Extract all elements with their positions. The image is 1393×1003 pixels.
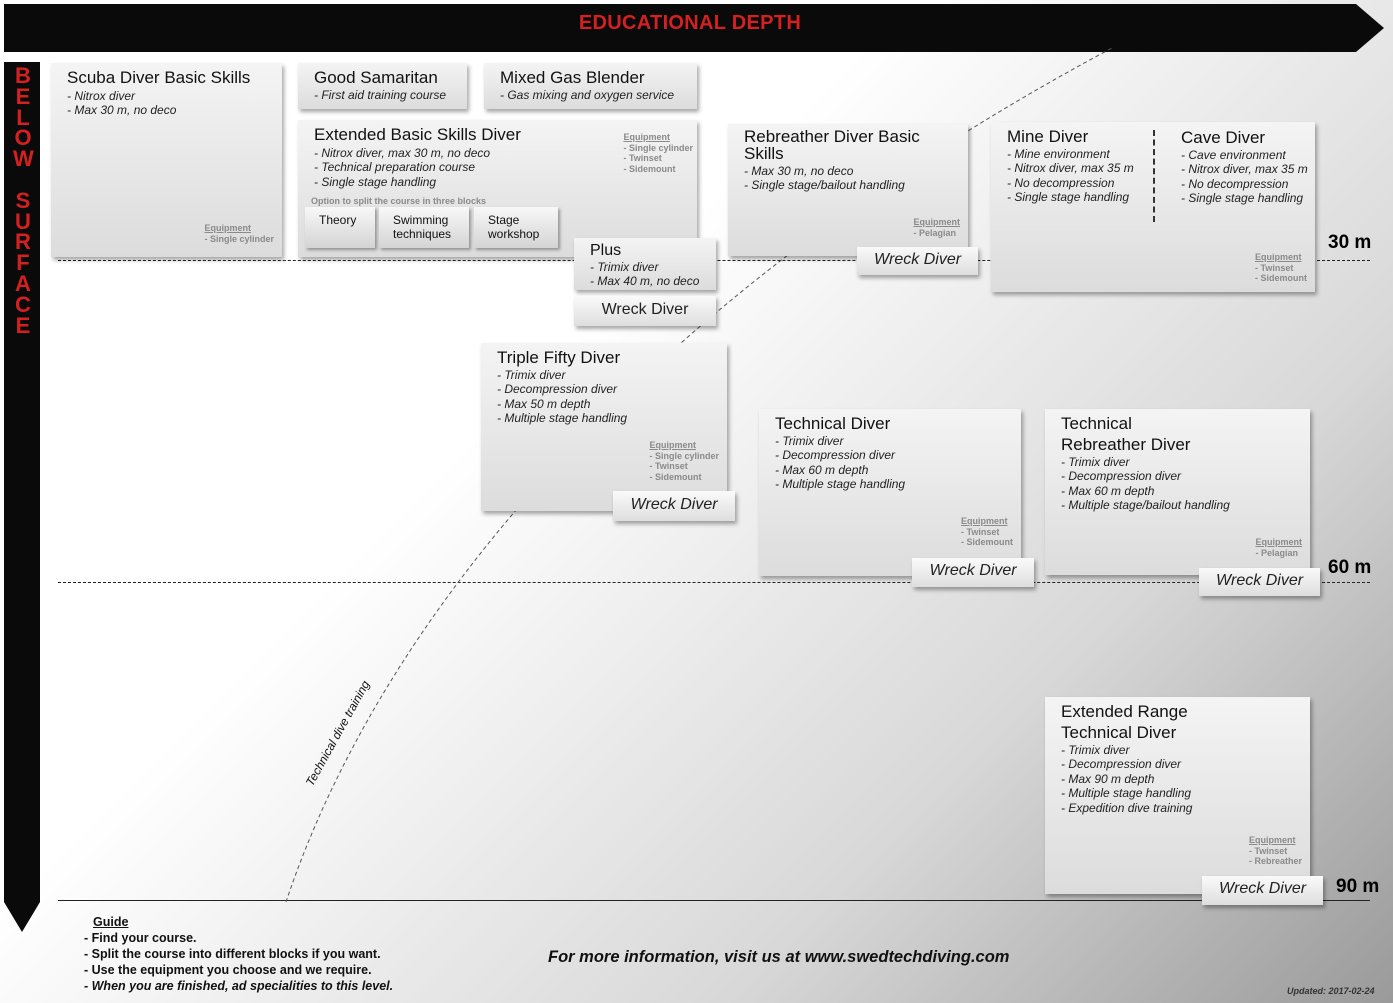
equipment-list (1256, 537, 1303, 558)
course-detail: - Multiple stage handling (497, 411, 717, 425)
equipment-list (914, 217, 961, 238)
updated-date: Updated: 2017-02-24 (1287, 986, 1375, 996)
equipment-item: - Single cylinder (623, 143, 693, 154)
equipment-item: - Twinset (623, 153, 693, 164)
course-title: Technical Diver (775, 414, 891, 433)
equipment-list (623, 132, 693, 174)
guide (84, 914, 393, 994)
course-detail: - Technical preparation course (314, 160, 687, 174)
equipment-item: - Twinset (1255, 263, 1307, 274)
course-detail: - Single stage/bailout handling (744, 178, 958, 192)
depth-label-30: 30 m (1328, 232, 1372, 253)
course-details (1061, 743, 1300, 815)
course-detail: - Max 30 m, no deco (744, 164, 958, 178)
course-title: Technical (1061, 414, 1132, 433)
course-detail: - Max 60 m depth (775, 463, 1011, 477)
guide-line: - Find your course. (84, 931, 197, 945)
wreck-diver-rebreather-basic[interactable] (857, 247, 978, 275)
wreck-label: Wreck Diver (1215, 572, 1304, 589)
course-plus[interactable] (574, 238, 716, 290)
course-detail: - Trimix diver (775, 434, 1011, 448)
equipment-list (649, 440, 719, 482)
course-mine-cave[interactable] (991, 122, 1315, 292)
course-detail: - Multiple stage handling (1061, 786, 1300, 800)
course-detail: - Max 60 m depth (1061, 484, 1300, 498)
equipment-item: - Rebreather (1249, 856, 1302, 867)
course-extended-range[interactable] (1045, 697, 1310, 894)
course-cave[interactable] (1181, 127, 1313, 206)
course-detail: - Single stage handling (1181, 191, 1313, 205)
course-detail: - Expedition dive training (1061, 801, 1300, 815)
course-detail: - Trimix diver (497, 368, 717, 382)
equipment-list (204, 223, 274, 244)
course-title: Mine Diver (1007, 127, 1089, 146)
course-detail: - Nitrox diver, max 35 m (1007, 161, 1157, 175)
course-details (744, 164, 958, 193)
course-details (497, 368, 717, 426)
block-stage-workshop[interactable]: Stage workshop (474, 207, 558, 248)
course-title: Scuba Diver Basic Skills (67, 68, 251, 87)
wreck-label: Wreck Diver (1218, 880, 1307, 897)
course-rebreather-basic[interactable] (728, 124, 968, 256)
course-technical-rebreather[interactable] (1045, 409, 1310, 575)
wreck-diver-tech-rebreather[interactable] (1199, 568, 1320, 596)
course-title: Good Samaritan (314, 68, 438, 87)
equipment-heading: Equipment (1255, 252, 1302, 262)
course-details (314, 88, 457, 102)
course-title: Extended Basic Skills Diver (314, 125, 521, 144)
equipment-item: - Sidemount (649, 472, 719, 483)
depth-line-90 (58, 900, 1370, 901)
equipment-heading: Equipment (649, 440, 696, 450)
equipment-item: - Single cylinder (204, 234, 274, 245)
course-good-samaritan[interactable] (298, 63, 467, 109)
block-theory[interactable]: Theory (305, 207, 375, 248)
course-detail: - Nitrox diver, max 30 m, no deco (314, 146, 687, 160)
equipment-heading: Equipment (961, 516, 1008, 526)
course-detail: - Multiple stage handling (775, 477, 1011, 491)
course-detail: - Nitrox diver, max 35 m (1181, 162, 1313, 176)
course-mixed-gas-blender[interactable] (484, 63, 697, 109)
wreck-diver-technical[interactable] (912, 558, 1034, 587)
wreck-label: Wreck Diver (873, 251, 962, 268)
guide-line: - Split the course into different blocks if you want. (84, 947, 381, 961)
course-detail: - Trimix diver (590, 260, 706, 274)
equipment-item: - Single cylinder (649, 451, 719, 462)
course-detail: - Decompression diver (1061, 469, 1300, 483)
wreck-diver-extended-range[interactable] (1202, 876, 1323, 905)
course-detail: - Nitrox diver (67, 89, 272, 103)
equipment-item: - Sidemount (1255, 273, 1307, 284)
course-details (1181, 148, 1313, 206)
course-detail: - Max 50 m depth (497, 397, 717, 411)
course-details (590, 260, 706, 289)
course-details (1061, 455, 1300, 513)
guide-title: Guide (93, 915, 129, 929)
course-details (1007, 147, 1157, 205)
course-detail: - Single stage handling (1007, 190, 1157, 204)
wreck-diver-triple-fifty[interactable] (613, 491, 735, 521)
course-detail: - Single stage handling (314, 175, 687, 189)
course-detail: - No decompression (1007, 176, 1157, 190)
course-details (500, 88, 687, 102)
equipment-item: - Twinset (649, 461, 719, 472)
split-note: Option to split the course in three blocks (311, 196, 487, 206)
course-details (775, 434, 1011, 492)
equipment-item: - Twinset (1249, 846, 1302, 857)
equipment-item: - Twinset (961, 527, 1013, 538)
course-triple-fifty[interactable] (481, 343, 727, 511)
guide-line: - When you are finished, ad specialities to this level. (84, 979, 394, 993)
course-title: Rebreather Diver Basic Skills (744, 127, 920, 163)
course-detail: - Trimix diver (1061, 743, 1300, 757)
course-detail: - Max 30 m, no deco (67, 103, 272, 117)
depth-label-90: 90 m (1336, 876, 1380, 897)
equipment-heading: Equipment (204, 223, 251, 233)
course-mine[interactable] (1007, 126, 1157, 205)
course-scuba-basic[interactable] (51, 63, 282, 257)
equipment-item: - Pelagian (914, 228, 961, 239)
technical-training-label: Technical dive training (302, 678, 373, 789)
course-technical-diver[interactable] (759, 409, 1021, 576)
course-detail: - Max 40 m, no deco (590, 274, 706, 288)
wreck-label: Wreck Diver (601, 301, 689, 318)
course-detail: - Trimix diver (1061, 455, 1300, 469)
course-detail: - Decompression diver (497, 382, 717, 396)
equipment-heading: Equipment (913, 217, 960, 227)
wreck-label: Wreck Diver (929, 562, 1017, 579)
block-swimming-techniques[interactable]: Swimming techniques (379, 207, 469, 248)
wreck-diver-plus[interactable] (574, 296, 716, 326)
course-detail: - Cave environment (1181, 148, 1313, 162)
equipment-item: - Sidemount (623, 164, 693, 175)
equipment-heading: Equipment (1248, 835, 1296, 845)
equipment-list (1255, 252, 1307, 284)
course-title: Cave Diver (1181, 128, 1266, 147)
course-detail: - Multiple stage/bailout handling (1061, 498, 1300, 512)
course-title: Rebreather Diver (1061, 435, 1191, 454)
depth-line-60 (58, 582, 1370, 583)
equipment-heading: Equipment (1255, 537, 1302, 547)
course-detail: - No decompression (1181, 177, 1313, 191)
course-detail: - First aid training course (314, 88, 457, 102)
equipment-list (1249, 835, 1302, 867)
mine-cave-divider (1153, 130, 1155, 222)
equipment-heading: Equipment (623, 132, 670, 142)
equipment-list (961, 516, 1013, 548)
equipment-item: - Pelagian (1256, 548, 1303, 559)
guide-line: - Use the equipment you choose and we require. (84, 963, 372, 977)
below-surface-label (6, 63, 40, 338)
course-detail: - Max 90 m depth (1061, 772, 1300, 786)
course-detail: - Decompression diver (775, 448, 1011, 462)
course-detail: - Gas mixing and oxygen service (500, 88, 687, 102)
wreck-label: Wreck Diver (630, 496, 718, 513)
more-info-text: For more information, visit us at www.swedtechdiving.com (548, 948, 1010, 966)
course-title: Mixed Gas Blender (500, 68, 645, 87)
course-details (67, 89, 272, 118)
course-title: Triple Fifty Diver (497, 348, 621, 367)
course-detail: - Decompression diver (1061, 757, 1300, 771)
course-title: Plus (590, 242, 622, 259)
course-title: Extended Range (1061, 702, 1188, 721)
depth-label-60: 60 m (1328, 557, 1372, 578)
equipment-item: - Sidemount (961, 537, 1013, 548)
below-surface-text: B E L O W S U R F A C E (13, 63, 34, 338)
course-detail: - Mine environment (1007, 147, 1157, 161)
course-title: Technical Diver (1061, 723, 1177, 742)
educational-depth-title: EDUCATIONAL DEPTH (578, 12, 802, 34)
